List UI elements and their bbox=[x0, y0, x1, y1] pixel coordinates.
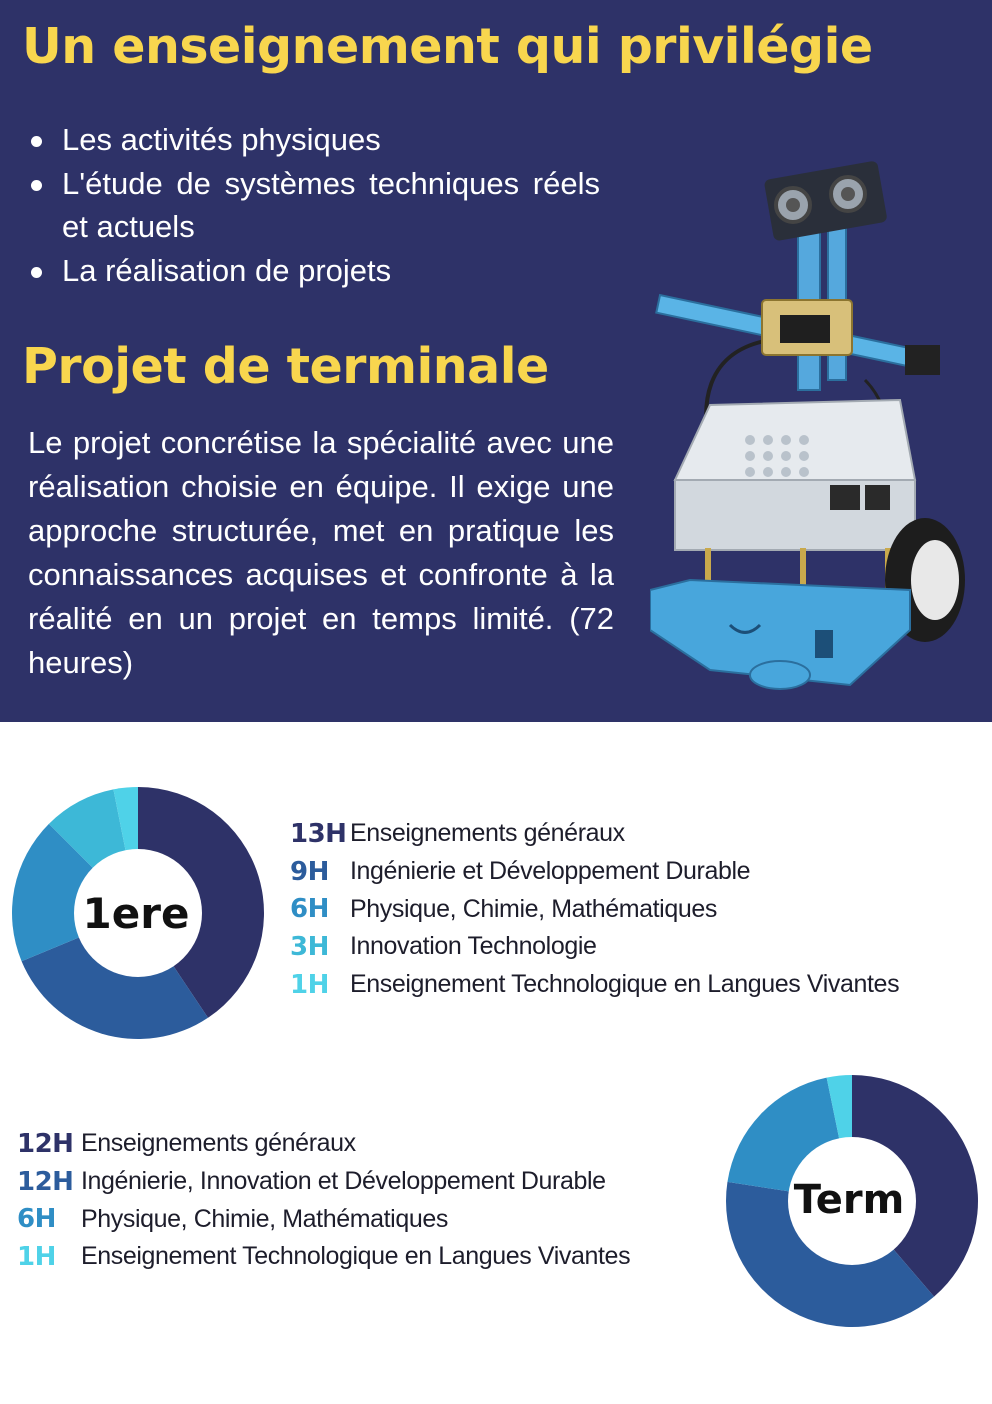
hours-value: 1H bbox=[290, 969, 329, 1000]
hours-value: 6H bbox=[290, 894, 329, 925]
list-item: L'étude de systèmes techniques réels et actuels bbox=[28, 162, 600, 249]
donut-center-label: Term bbox=[793, 1177, 905, 1223]
hours-value: 13H bbox=[290, 818, 347, 849]
legend-item bbox=[17, 1125, 630, 1163]
legend-item bbox=[290, 853, 899, 891]
legend-label: Ingénierie et Développement Durable bbox=[350, 857, 751, 886]
page-title: Un enseignement qui privilégie bbox=[22, 18, 873, 75]
legend-item bbox=[290, 815, 899, 853]
legend-item bbox=[290, 966, 899, 1004]
hours-value: 12H bbox=[17, 1128, 74, 1159]
legend-item bbox=[290, 928, 899, 966]
hours-value: 12H bbox=[17, 1166, 74, 1197]
legend-item bbox=[17, 1163, 630, 1201]
robot-image bbox=[650, 150, 970, 695]
hours-value: 9H bbox=[290, 856, 329, 887]
hours-value: 6H bbox=[17, 1204, 56, 1235]
donut-chart-term bbox=[724, 1073, 980, 1329]
legend-item bbox=[17, 1200, 630, 1238]
legend-label: Innovation Technologie bbox=[350, 932, 597, 961]
legend-label: Enseignements généraux bbox=[81, 1129, 356, 1158]
legend-1ere bbox=[290, 815, 899, 1003]
hours-value: 1H bbox=[17, 1241, 56, 1272]
legend-label: Ingénierie, Innovation et Développement Durable bbox=[81, 1167, 606, 1196]
list-item: La réalisation de projets bbox=[28, 249, 600, 293]
legend-term bbox=[17, 1125, 630, 1276]
legend-label: Physique, Chimie, Mathématiques bbox=[350, 894, 717, 923]
legend-label: Enseignements généraux bbox=[350, 819, 625, 848]
list-item: Les activités physiques bbox=[28, 118, 600, 162]
legend-label: Enseignement Technologique en Langues Vivantes bbox=[350, 970, 900, 999]
feature-list bbox=[28, 118, 600, 292]
donut-chart-1ere bbox=[10, 785, 266, 1041]
section-title: Projet de terminale bbox=[22, 338, 549, 395]
legend-item bbox=[290, 890, 899, 928]
hours-value: 3H bbox=[290, 931, 329, 962]
legend-item bbox=[17, 1238, 630, 1276]
donut-center-label: 1ere bbox=[82, 889, 190, 938]
project-description: Le projet concrétise la spécialité avec une réalisation choisie en équipe. Il exige une approche structurée, met en pratique les connaissances acquises et confronte à la réalité en un projet en temps limité. (72 heures) bbox=[28, 425, 614, 680]
legend-label: Physique, Chimie, Mathématiques bbox=[81, 1204, 448, 1233]
legend-label: Enseignement Technologique en Langues Vivantes bbox=[81, 1242, 631, 1271]
